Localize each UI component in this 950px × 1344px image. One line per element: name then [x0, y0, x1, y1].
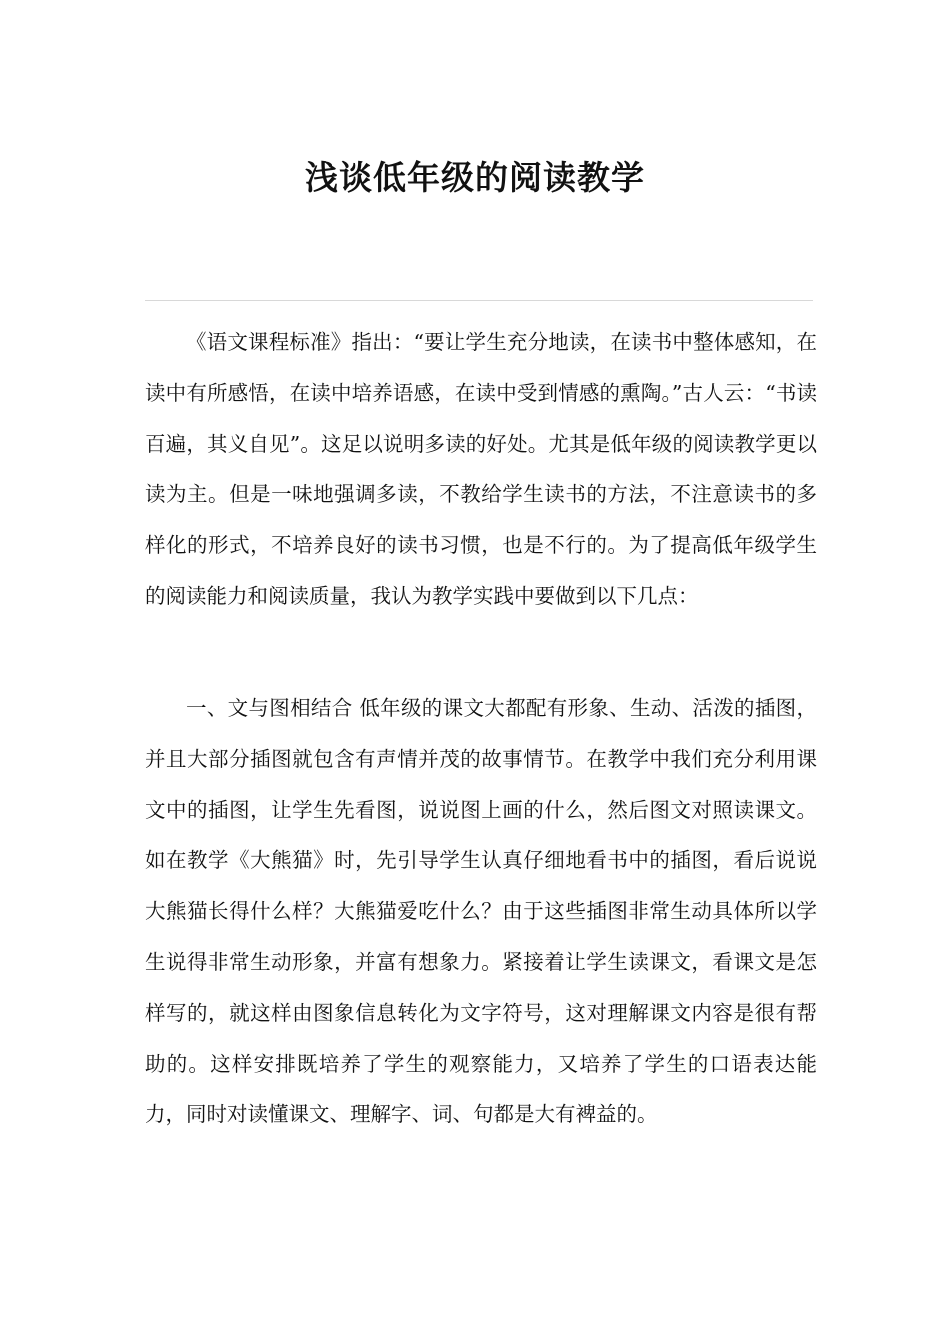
document-title: 浅谈低年级的阅读教学: [305, 158, 645, 197]
title-divider: [145, 300, 813, 301]
paragraph-intro: 《语文课程标准》指出：“要让学生充分地读，在读书中整体感知，在读中有所感悟，在读中培养语感，在读中受到情感的熏陶。”古人云：“书读百遍，其义自见”。这足以说明多读的好处。尤其是低年级的阅读教学更以读为主。但是一味地强调多读，不教给学生读书的方法，不注意读书的多样化的形式，不培养良好的读书习惯，也是不行的。为了提高低年级学生的阅读能力和阅读质量，我认为教学实践中要做到以下几点：: [145, 330, 817, 608]
paragraph-text-image: 一、文与图相结合 低年级的课文大都配有形象、生动、活泼的插图，并且大部分插图就包含有声情并茂的故事情节。在教学中我们充分利用课文中的插图，让学生先看图，说说图上画的什么，然后图文对照读课文。如在教学《大熊猫》时，先引导学生认真仔细地看书中的插图，看后说说大熊猫长得什么样？大熊猫爱吃什么？由于这些插图非常生动具体所以学生说得非常生动形象，并富有想象力。紧接着让学生读课文，看课文是怎样写的，就这样由图象信息转化为文字符号，这对理解课文内容是很有帮助的。这样安排既培养了学生的观察能力，又培养了学生的口语表达能力，同时对读懂课文、理解字、词、句都是大有裨益的。: [145, 696, 817, 1127]
